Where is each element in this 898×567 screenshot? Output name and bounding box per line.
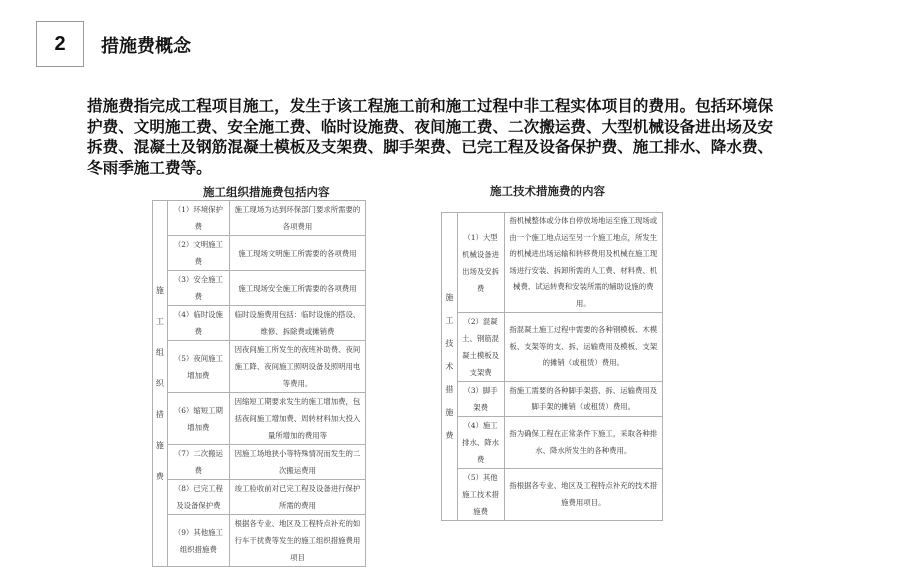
table-row [153,445,366,480]
table-row [153,306,366,341]
item-description: 竣工验收前对已完工程及设备进行保护所需的费用 [229,480,365,515]
item-description: 根据各专业、地区及工程特点补充的如行车干扰费等发生的施工组织措施费用项目 [229,515,365,567]
table-row [442,417,663,469]
category-label [442,213,458,521]
category-char: 施 [445,293,454,302]
category-label [153,201,168,567]
item-name: （3）脚手架费 [457,382,504,417]
item-name: （2）混凝土、钢筋混凝土模板及支架费 [457,313,504,382]
table-row [442,313,663,382]
table-row [153,201,366,236]
item-description: 指根据各专业、地区及工程特点补充的技术措施费用项目。 [504,469,662,521]
item-name: （8）已完工程及设备保护费 [167,480,229,515]
tech-measures-table [441,212,663,521]
category-char: 工 [155,317,164,326]
item-name: （1）大型机械设备进出场及安拆费 [457,213,504,313]
table-row [153,271,366,306]
item-description: 指机械整体或分体自停放场地运至施工现场或由一个施工地点运至另一个施工地点，所发生的机械进出场运输和转移费用及机械在施工现场进行安装、拆卸所需的人工费、材料费、机械费、试运转费和安装所需的辅助设施的费用。 [504,213,662,313]
section-number-box [36,21,84,67]
table-row [153,341,366,393]
item-description: 施工现场为达到环保部门要求所需要的各项费用 [229,201,365,236]
item-description: 施工现场安全施工所需要的各项费用 [229,271,365,306]
item-name: （5）夜间施工增加费 [167,341,229,393]
category-char: 术 [445,362,454,371]
category-char: 费 [445,431,454,440]
item-name: （4）临时设施费 [167,306,229,341]
item-description: 指为确保工程在正常条件下施工，采取各种排水、降水所发生的各种费用。 [504,417,662,469]
category-char: 措 [445,385,454,394]
category-char: 施 [155,441,164,450]
item-name: （9）其他施工组织措施费 [167,515,229,567]
table-row [153,236,366,271]
category-char: 组 [155,348,164,357]
category-char: 工 [445,316,454,325]
category-char: 费 [155,472,164,481]
category-char: 施 [445,408,454,417]
table-row [153,480,366,515]
item-name: （1）环境保护费 [167,201,229,236]
item-description: 因夜间施工所发生的夜班补助费、夜间施工降、夜间施工照明设备及照明用电等费用。 [229,341,365,393]
item-description: 指施工需要的各种脚手架搭、拆、运输费用及脚手架的摊销（或租赁）费用。 [504,382,662,417]
table-row [442,382,663,417]
table-row [153,515,366,567]
item-description: 指混凝土施工过程中需要的各种钢模板、木模板、支架等的支、拆、运输费用及模板、支架的摊销（或租赁）费用。 [504,313,662,382]
item-description: 施工现场文明施工所需要的各项费用 [229,236,365,271]
table-row [153,393,366,445]
item-description: 因施工场地狭小等特殊情况而发生的二次搬运费用 [229,445,365,480]
item-name: （4）施工排水、降水费 [457,417,504,469]
category-char: 措 [155,410,164,419]
slide-title: 措施费概念 [101,36,191,57]
intro-paragraph: 措施费指完成工程项目施工，发生于该工程施工前和施工过程中非工程实体项目的费用。包括环境保护费、文明施工费、安全施工费、临时设施费、夜间施工费、二次搬运费、大型机械设备进出场及安拆费、混凝土及钢筋混凝土模板及支架费、脚手架费、已完工程及设备保护费、施工排水、降水费、冬雨季施工费等。 [87,97,774,177]
section-number: 2 [54,32,66,55]
category-char: 织 [155,379,164,388]
item-name: （7）二次搬运费 [167,445,229,480]
org-table-caption: 施工组织措施费包括内容 [203,185,330,199]
category-char: 施 [155,286,164,295]
table-row [442,469,663,521]
tech-table-caption: 施工技术措施费的内容 [490,184,605,198]
item-name: （6）缩短工期增加费 [167,393,229,445]
org-measures-table [152,200,366,567]
table-row [442,213,663,313]
category-char: 技 [445,339,454,348]
item-name: （3）安全施工费 [167,271,229,306]
item-name: （5）其他施工技术措施费 [457,469,504,521]
item-name: （2）文明施工费 [167,236,229,271]
item-description: 临时设施费用包括：临时设施的搭设、维修、拆除费或摊销费 [229,306,365,341]
item-description: 因缩短工期要求发生的施工增加费，包括夜间施工增加费、周转材料加大投入量所增加的费用等 [229,393,365,445]
